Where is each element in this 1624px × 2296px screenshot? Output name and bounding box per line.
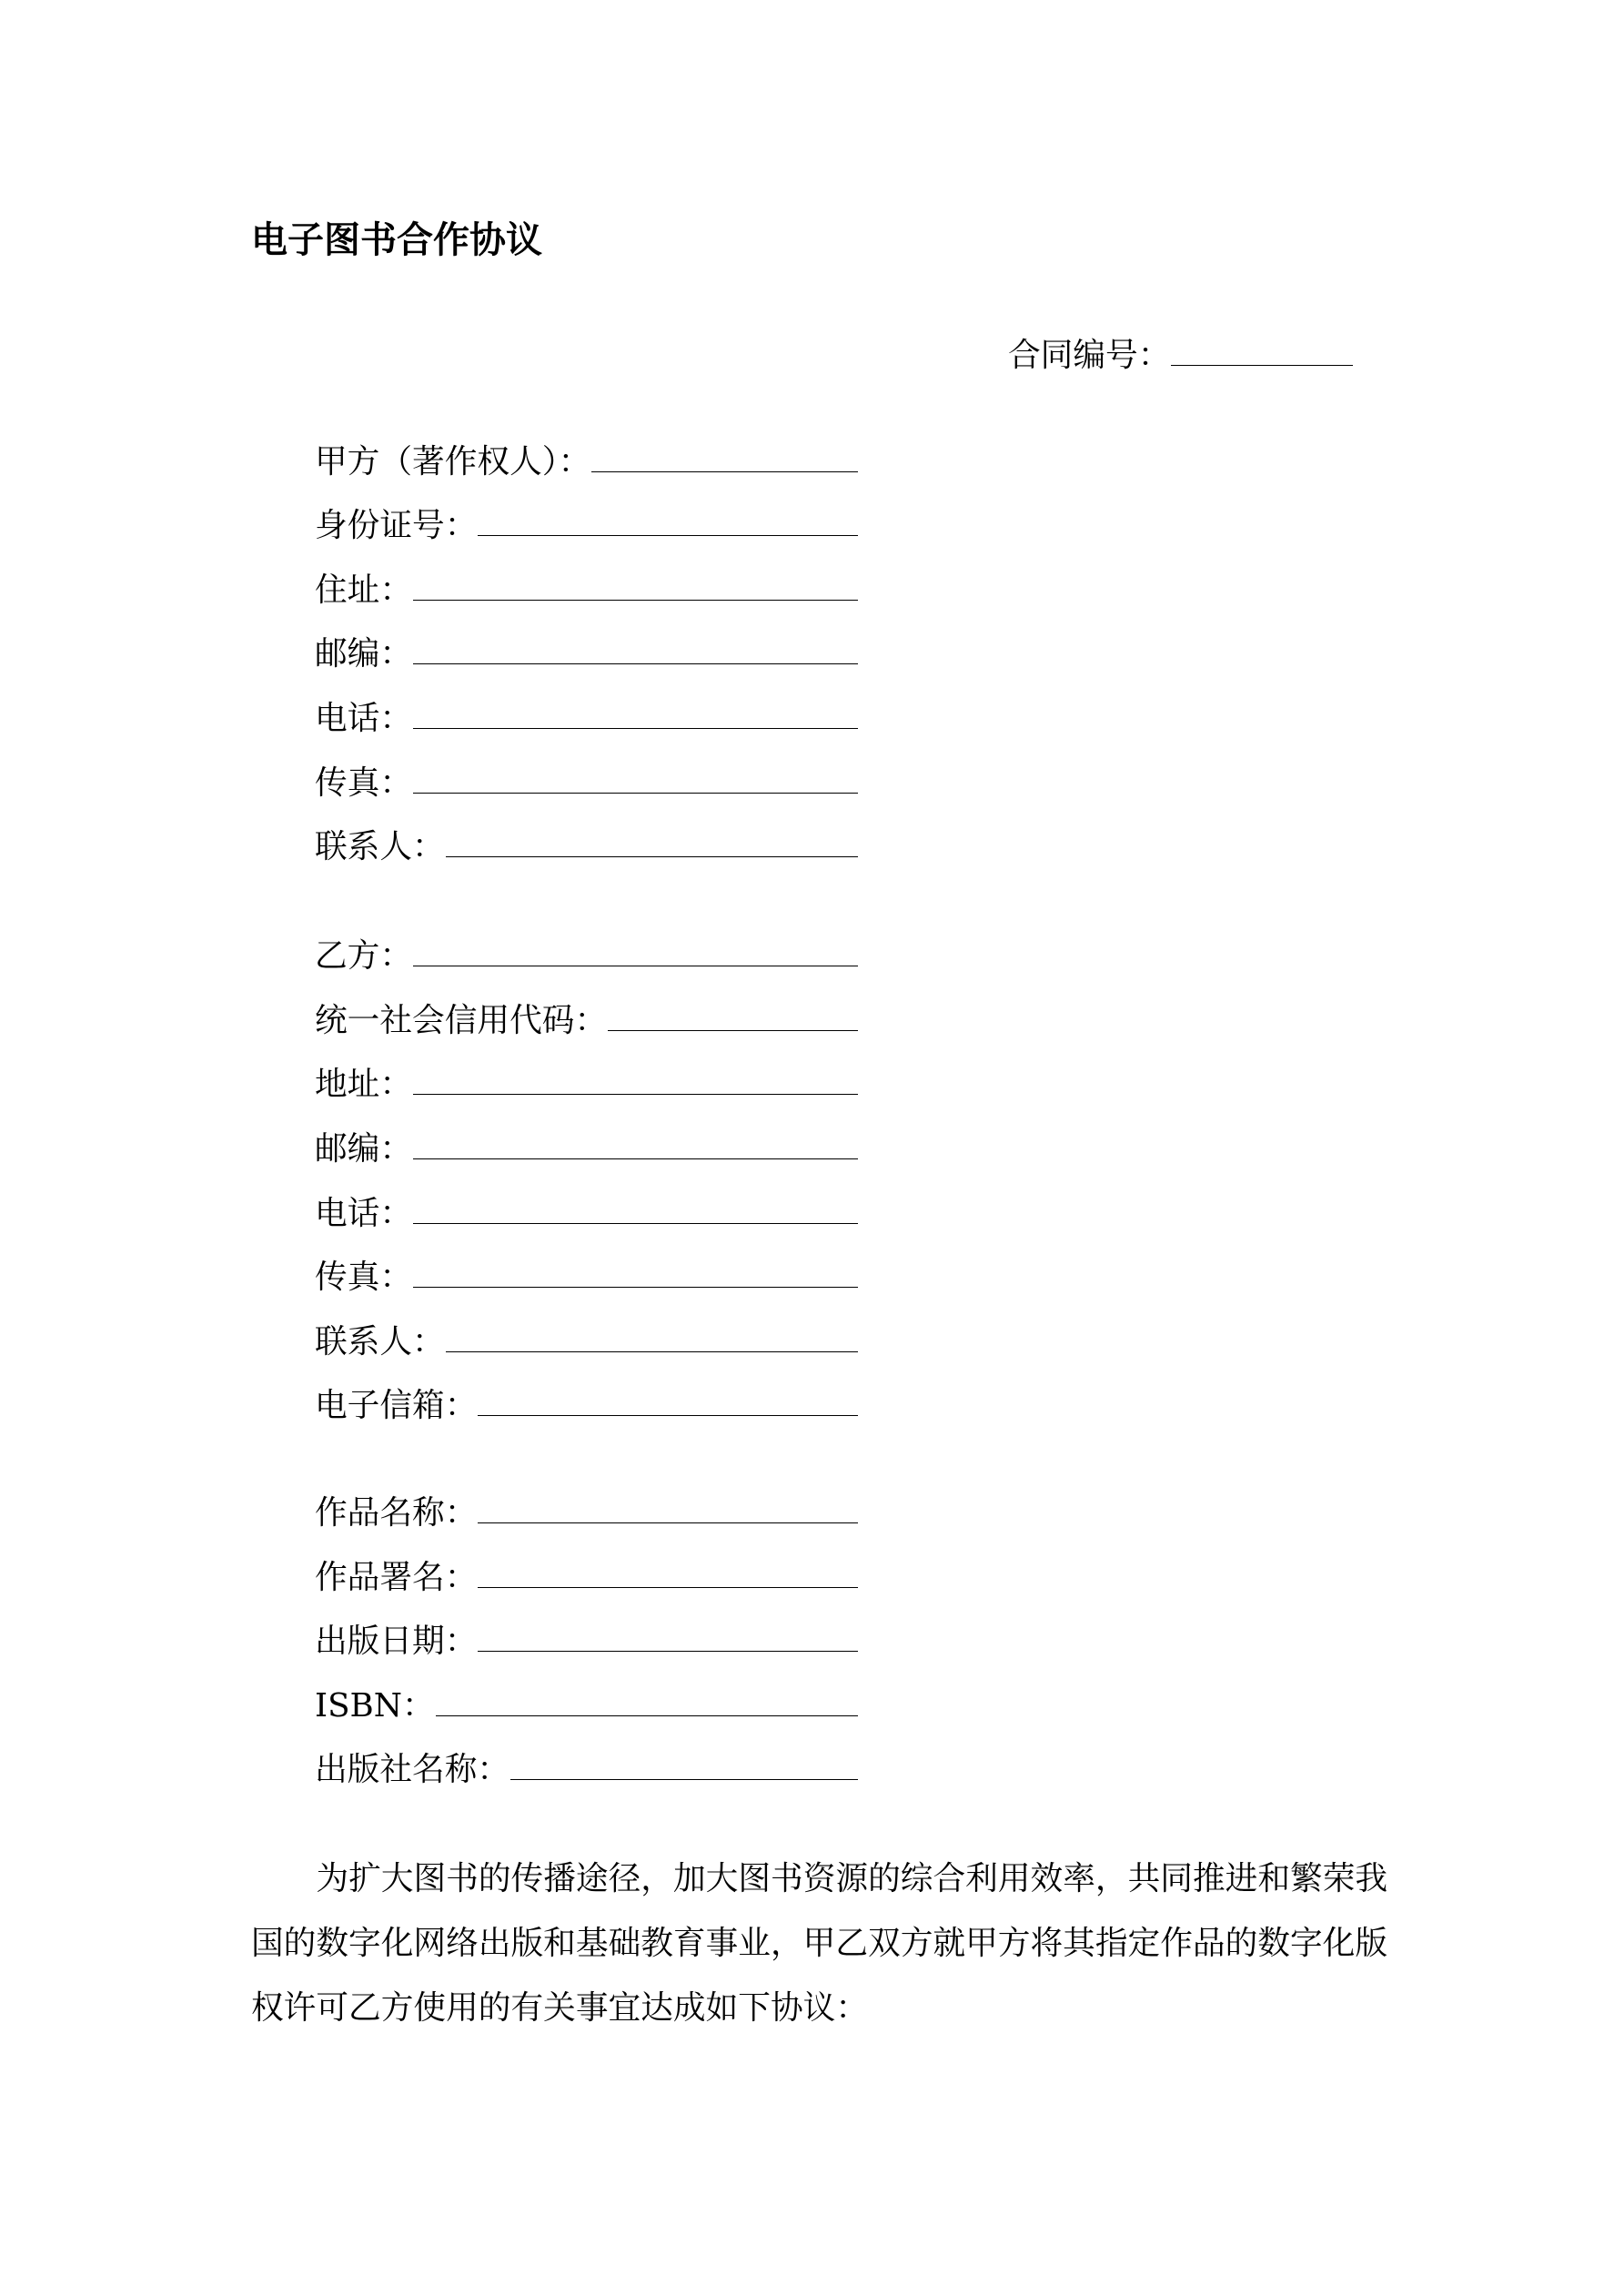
- intro-paragraph-line: 为扩大图书的传播途径，加大图书资源的综合利用效率，共同推进和繁荣我: [316, 1860, 1388, 1898]
- party-b-fax-blank-line: [413, 1287, 858, 1288]
- party-b-postcode-label: 邮编：: [315, 1129, 413, 1168]
- contract-number-blank-line: [1171, 365, 1353, 366]
- isbn-label: ISBN：: [315, 1686, 435, 1725]
- publisher-name-blank-line: [510, 1779, 858, 1780]
- publisher-name-row: [315, 1738, 858, 1803]
- party-b-contact-label: 联系人：: [315, 1322, 445, 1360]
- party-a-phone-row: [315, 687, 858, 752]
- party-a-address-row: [315, 559, 858, 623]
- work-title-label: 作品名称：: [315, 1494, 478, 1532]
- publication-date-blank-line: [478, 1651, 858, 1652]
- party-b-contact-blank-line: [446, 1351, 858, 1352]
- work-title-blank-line: [478, 1522, 858, 1523]
- party-a-id-number-blank-line: [478, 535, 858, 536]
- party-a-contact-label: 联系人：: [315, 828, 445, 866]
- party-b-postcode-row: [315, 1118, 858, 1182]
- work-title-row: [315, 1482, 858, 1546]
- party-b-email-label: 电子信箱：: [315, 1387, 478, 1425]
- party-b-address-label: 地址：: [315, 1066, 413, 1104]
- party-a-address-label: 住址：: [315, 571, 413, 609]
- work-byline-label: 作品署名：: [315, 1558, 478, 1596]
- publication-date-label: 出版日期：: [315, 1623, 478, 1661]
- contract-number-row: [1008, 324, 1353, 389]
- party-a-contact-row: [315, 815, 858, 880]
- work-info-block: [315, 1482, 858, 1803]
- party-a-id-number-row: [315, 494, 858, 559]
- isbn-row: [315, 1674, 858, 1739]
- party-a-fax-row: [315, 752, 858, 816]
- party-a-id-number-label: 身份证号：: [315, 507, 478, 545]
- party-b-email-row: [315, 1374, 858, 1439]
- party-b-fax-row: [315, 1246, 858, 1310]
- intro-paragraph-line: 国的数字化网络出版和基础教育事业，甲乙双方就甲方将其指定作品的数字化版: [251, 1924, 1388, 1962]
- party-b-contact-row: [315, 1310, 858, 1375]
- party-b-fax-label: 传真：: [315, 1259, 413, 1297]
- party-b-phone-row: [315, 1182, 858, 1247]
- party-a-info-block: [315, 430, 858, 880]
- party-a-name-row: [315, 430, 858, 495]
- party-b-address-blank-line: [413, 1094, 858, 1095]
- party-a-contact-blank-line: [446, 856, 858, 857]
- publication-date-row: [315, 1610, 858, 1674]
- party-b-phone-blank-line: [413, 1223, 858, 1224]
- party-a-fax-label: 传真：: [315, 764, 413, 802]
- party-b-credit-code-blank-line: [608, 1030, 858, 1031]
- party-b-name-label: 乙方：: [315, 937, 413, 976]
- document-title: 电子图书合作协议: [251, 218, 542, 261]
- party-a-phone-label: 电话：: [315, 699, 413, 737]
- party-a-fax-blank-line: [413, 793, 858, 794]
- party-b-email-blank-line: [478, 1415, 858, 1416]
- party-a-postcode-label: 邮编：: [315, 635, 413, 673]
- party-a-address-blank-line: [413, 600, 858, 601]
- party-b-name-row: [315, 925, 858, 989]
- party-a-postcode-row: [315, 622, 858, 687]
- party-a-name-label: 甲方（著作权人）：: [315, 442, 591, 480]
- intro-paragraph-line: 权许可乙方使用的有关事宜达成如下协议：: [251, 1988, 869, 2027]
- publisher-name-label: 出版社名称：: [315, 1751, 510, 1789]
- party-b-postcode-blank-line: [413, 1158, 858, 1159]
- isbn-blank-line: [436, 1715, 858, 1716]
- party-b-phone-label: 电话：: [315, 1194, 413, 1232]
- party-a-postcode-blank-line: [413, 663, 858, 664]
- party-a-phone-blank-line: [413, 728, 858, 729]
- party-b-address-row: [315, 1053, 858, 1118]
- work-byline-row: [315, 1546, 858, 1611]
- contract-number-label: 合同编号：: [1008, 337, 1171, 374]
- party-b-credit-code-label: 统一社会信用代码：: [315, 1001, 608, 1039]
- party-b-info-block: [315, 925, 858, 1439]
- intro-paragraph: [251, 1847, 1397, 2040]
- party-a-name-blank-line: [591, 471, 858, 472]
- party-b-credit-code-row: [315, 989, 858, 1054]
- work-byline-blank-line: [478, 1587, 858, 1588]
